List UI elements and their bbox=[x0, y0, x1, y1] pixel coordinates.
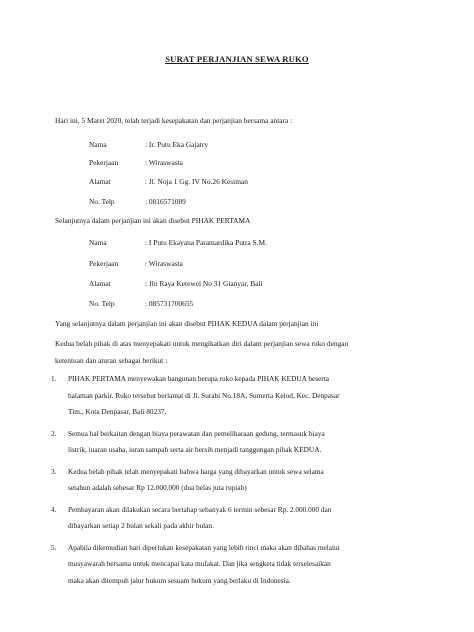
field-value: : Jln Raya Ketewel No 31 Gianyar, Bali bbox=[145, 279, 263, 288]
clause-line: PIHAK PERTAMA menyewakan bangunan berupa ruko kepada PIHAK KEDUA beserta bbox=[68, 374, 329, 383]
clause-line: Pembayaran akan dilakukan secara bertahap sebanyak 6 termin sebesar Rp. 2.000.000 dan bbox=[68, 504, 332, 514]
clause-line: musyawarah bersama untuk mencapai kata mufakat. Dan jika sengketa tidak terselesaikan bbox=[68, 559, 331, 568]
intro-text: Hari ini, 5 Maret 2020, telah terjadi kesepakatan dan perjanjian bersama antara : bbox=[55, 116, 293, 125]
party2-phone-row bbox=[89, 299, 389, 308]
field-label: No. Telp bbox=[89, 299, 115, 308]
field-value: : Ir. Putu Eka Gajatry bbox=[145, 140, 209, 149]
clause-line: dibayarkan setiap 2 bulan sekali pada akhir bulan. bbox=[68, 521, 214, 530]
field-value: : I Putu Ekayana Paramardika Putra S.M. bbox=[145, 238, 267, 247]
paragraph-line: ketentuan dan aturan sebagai berikut : bbox=[55, 356, 168, 365]
clause-line: Tim., Kota Denpasar, Bali 80237. bbox=[68, 407, 167, 416]
field-label: Alamat bbox=[89, 177, 111, 186]
clause-list bbox=[51, 371, 388, 594]
party1-address-row bbox=[89, 177, 389, 186]
document-title: SURAT PERJANJIAN SEWA RUKO bbox=[165, 54, 309, 64]
party1-job-row bbox=[89, 158, 389, 167]
field-label: No. Telp bbox=[89, 197, 115, 206]
field-value: : 085731700655 bbox=[145, 299, 194, 308]
clause-line: maka akan ditempuh jalur hukum sesuam hukum yang berlaku di Indonesia. bbox=[68, 575, 291, 585]
clause-line: Kedua belah pihak telah menyepakati bahwa harga yang dibayarkan untuk sewa selama bbox=[68, 466, 324, 476]
clause-item bbox=[51, 426, 388, 459]
field-value: : 0816571089 bbox=[145, 197, 186, 206]
party2-address-row bbox=[89, 279, 389, 288]
field-label: Pekerjaan bbox=[89, 259, 119, 268]
agreement-paragraph bbox=[55, 335, 425, 369]
clause-line: listrik, iuaran usaha, iuran sampah serta air bersih menjadi tanggungan pihak KEDUA. bbox=[68, 445, 322, 454]
field-value: : Jl. Noja 1 Gg. IV No.26 Kesiman bbox=[145, 177, 248, 186]
clause-item bbox=[51, 540, 388, 590]
party1-designation: Selanjutnya dalam perjanjian ini akan disebut PIHAK PERTAMA bbox=[55, 216, 251, 225]
party2-name-row bbox=[89, 238, 389, 247]
clause-item bbox=[51, 371, 388, 421]
clause-line: halaman parkir. Ruko tersebut berlamat di Jl. Surabi No.18A, Sumerta Kelod, Kec. Denpasar bbox=[68, 390, 340, 400]
clause-line: Semua hal berkaitan dengan biaya perawatan dan pemeliharaan gedung, termasuk biaya bbox=[68, 428, 325, 438]
clause-item bbox=[51, 502, 388, 535]
field-value: : Wiraswasta bbox=[145, 158, 183, 167]
clause-number: 5. bbox=[51, 542, 57, 552]
clause-item bbox=[51, 464, 388, 497]
field-label: Pekerjaan bbox=[89, 158, 119, 167]
clause-number: 3. bbox=[51, 466, 57, 476]
clause-number: 4. bbox=[51, 504, 57, 514]
party1-phone-row bbox=[89, 197, 389, 206]
party2-designation: Yang selanjutnya dalam perjanjian ini akan disebut PIHAK KEDUA dalam perjanjian ini bbox=[55, 319, 319, 328]
field-label: Nama bbox=[89, 140, 107, 149]
clause-number: 2. bbox=[51, 428, 57, 438]
field-label: Nama bbox=[89, 238, 107, 247]
clause-line: Apabila dikemudian hari diperlukan kesepakatan yang lebih rinci maka akan dibahas melalui bbox=[68, 542, 340, 552]
paragraph-line: Kedua belah pihak di atas menyepakati untuk mengikatkan diri dalam perjanjian sewa ruko dengan bbox=[55, 339, 349, 348]
field-label: Alamat bbox=[89, 279, 111, 288]
party2-job-row bbox=[89, 259, 389, 268]
clause-number: 1. bbox=[51, 374, 57, 383]
party1-name-row bbox=[89, 140, 389, 149]
field-value: : Wiraswasta bbox=[145, 259, 183, 268]
clause-line: setahun adalah sebesar Rp 12.000.000 (dua belas juta rupiah) bbox=[68, 483, 247, 492]
